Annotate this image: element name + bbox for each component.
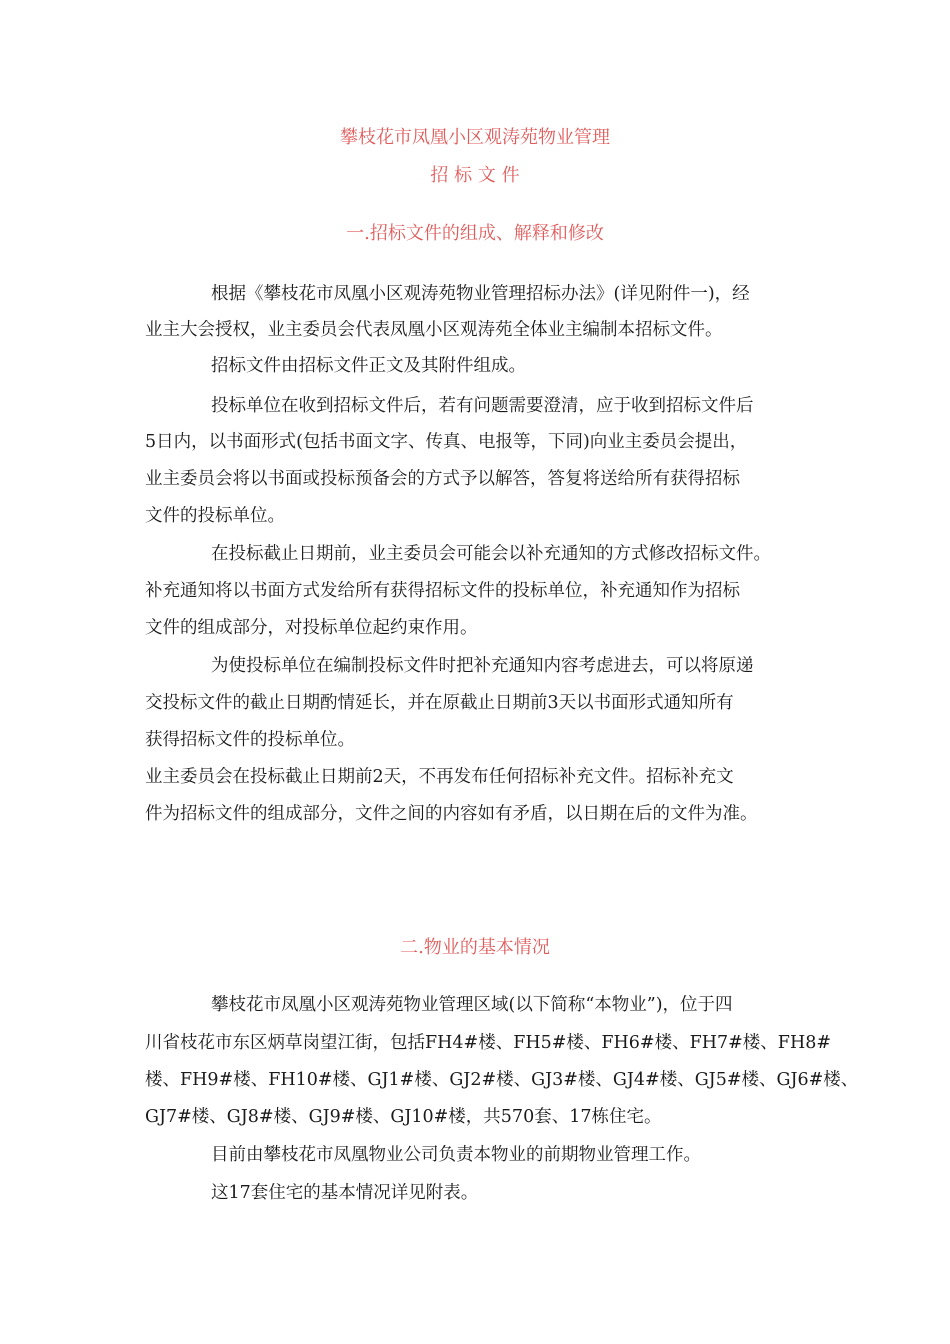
paragraph-line: 交投标文件的截止日期酌情延长，并在原截止日期前3天以书面形式通知所有 <box>145 693 734 713</box>
paragraph-line: 投标单位在收到招标文件后，若有问题需要澄清，应于收到招标文件后 <box>211 396 754 416</box>
paragraph-line: 5日内，以书面形式(包括书面文字、传真、电报等，下同)向业主委员会提出， <box>145 432 748 452</box>
paragraph-line: 文件的组成部分，对投标单位起约束作用。 <box>145 618 478 638</box>
paragraph-line: 文件的投标单位。 <box>145 506 285 526</box>
paragraph-line: 业主委员会在投标截止日期前2天，不再发布任何招标补充文件。招标补充文 <box>145 767 734 787</box>
paragraph-line: GJ7#楼、GJ8#楼、GJ9#楼、GJ10#楼，共570套、17栋住宅。 <box>145 1107 662 1127</box>
paragraph-line: 川省枝花市东区炳草岗望江街，包括FH4#楼、FH5#楼、FH6#楼、FH7#楼、FH8# <box>145 1033 832 1053</box>
paragraph-line: 获得招标文件的投标单位。 <box>145 730 355 750</box>
paragraph-line: 招标文件由招标文件正文及其附件组成。 <box>211 356 526 376</box>
paragraph-line: 业主委员会将以书面或投标预备会的方式予以解答，答复将送给所有获得招标 <box>145 469 740 489</box>
paragraph-line: 攀枝花市凤凰小区观涛苑物业管理区域(以下简称“本物业”)，位于四 <box>211 995 733 1015</box>
paragraph-line: 根据《攀枝花市凤凰小区观涛苑物业管理招标办法》(详见附件一)，经 <box>211 284 750 304</box>
document-subtitle: 招 标 文 件 <box>430 165 520 186</box>
paragraph-line: 目前由攀枝花市凤凰物业公司负责本物业的前期物业管理工作。 <box>211 1145 701 1165</box>
paragraph-line: 补充通知将以书面方式发给所有获得招标文件的投标单位，补充通知作为招标 <box>145 581 740 601</box>
document-title: 攀枝花市凤凰小区观涛苑物业管理 <box>340 127 610 148</box>
section-1-heading: 一.招标文件的组成、解释和修改 <box>346 223 604 244</box>
paragraph-line: 这17套住宅的基本情况详见附表。 <box>211 1183 479 1203</box>
paragraph-line: 为使投标单位在编制投标文件时把补充通知内容考虑进去，可以将原递 <box>211 656 754 676</box>
section-2-heading: 二.物业的基本情况 <box>400 937 550 958</box>
paragraph-line: 件为招标文件的组成部分，文件之间的内容如有矛盾，以日期在后的文件为准。 <box>145 804 758 824</box>
paragraph-line: 楼、FH9#楼、FH10#楼、GJ1#楼、GJ2#楼、GJ3#楼、GJ4#楼、GJ5#楼、GJ6#楼、 <box>145 1070 859 1090</box>
paragraph-line: 业主大会授权，业主委员会代表凤凰小区观涛苑全体业主编制本招标文件。 <box>145 320 723 340</box>
paragraph-line: 在投标截止日期前，业主委员会可能会以补充通知的方式修改招标文件。 <box>211 544 771 564</box>
